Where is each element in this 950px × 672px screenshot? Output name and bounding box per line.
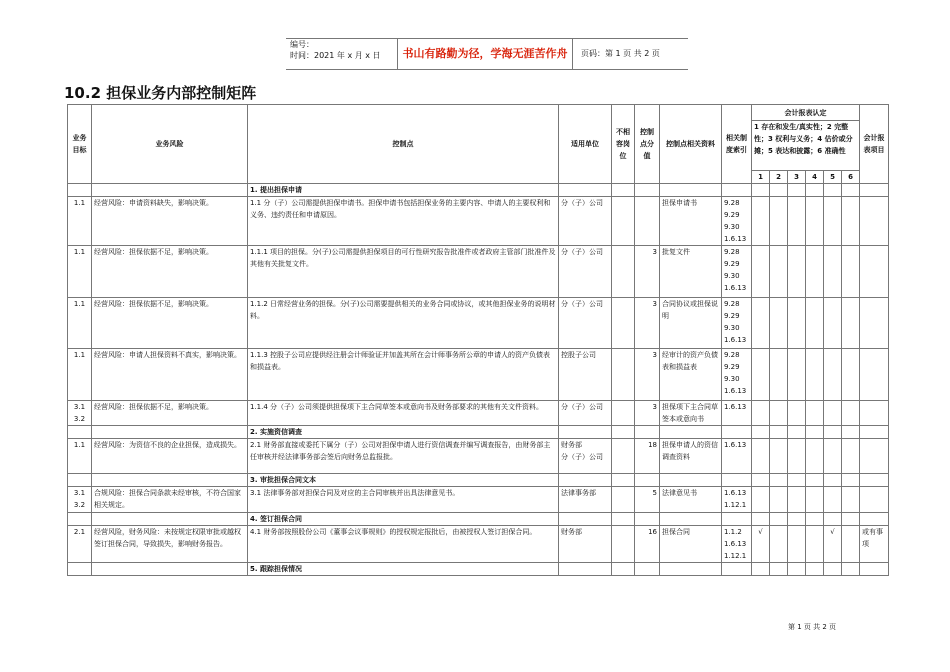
blank-cell bbox=[770, 184, 788, 197]
assertion-cell bbox=[806, 246, 824, 298]
blank-cell bbox=[660, 426, 722, 439]
assertion-cell bbox=[752, 487, 770, 513]
audit-col-number: 5 bbox=[824, 171, 842, 184]
unit-cell: 法律事务部 bbox=[559, 487, 612, 513]
blank-cell bbox=[770, 426, 788, 439]
unit-cell: 财务部 bbox=[559, 526, 612, 563]
blank-cell bbox=[752, 513, 770, 526]
control-matrix-table bbox=[67, 104, 889, 576]
assertion-cell bbox=[842, 487, 860, 513]
blank-cell bbox=[559, 563, 612, 576]
assertion-cell bbox=[824, 246, 842, 298]
table-row bbox=[68, 487, 889, 513]
assertion-cell bbox=[842, 439, 860, 474]
col-header-risk: 业务风险 bbox=[92, 105, 248, 184]
score-cell bbox=[635, 197, 660, 246]
refs-cell: 1.6.13 bbox=[722, 439, 752, 474]
page-title: 10.2 担保业务内部控制矩阵 bbox=[64, 84, 257, 102]
assertion-cell bbox=[806, 349, 824, 401]
item-cell bbox=[860, 439, 889, 474]
blank-cell bbox=[612, 474, 635, 487]
refs-cell: 9.28 9.29 9.30 1.6.13 bbox=[722, 197, 752, 246]
assertion-cell bbox=[770, 401, 788, 426]
refs-cell: 1.6.13 bbox=[722, 401, 752, 426]
blank-cell bbox=[788, 474, 806, 487]
blank-cell bbox=[635, 184, 660, 197]
col-header-incompatible: 不相容岗位 bbox=[612, 105, 635, 184]
assertion-cell bbox=[806, 526, 824, 563]
blank-cell bbox=[722, 563, 752, 576]
assertion-cell bbox=[824, 349, 842, 401]
assertion-cell bbox=[824, 439, 842, 474]
blank-cell bbox=[68, 474, 92, 487]
assertion-cell bbox=[770, 487, 788, 513]
blank-cell bbox=[68, 184, 92, 197]
incompatible-cell bbox=[612, 401, 635, 426]
item-cell bbox=[860, 197, 889, 246]
item-cell bbox=[860, 349, 889, 401]
assertion-cell bbox=[824, 298, 842, 349]
blank-cell bbox=[635, 426, 660, 439]
blank-cell bbox=[860, 426, 889, 439]
risk-cell: 经营风险：担保依据不足，影响决策。 bbox=[92, 298, 248, 349]
risk-cell: 经营风险：担保依据不足，影响决策。 bbox=[92, 401, 248, 426]
assertion-cell bbox=[752, 197, 770, 246]
blank-cell bbox=[824, 474, 842, 487]
blank-cell bbox=[824, 513, 842, 526]
table-row bbox=[68, 298, 889, 349]
audit-col-number: 6 bbox=[842, 171, 860, 184]
blank-cell bbox=[92, 563, 248, 576]
docs-cell: 法律意见书 bbox=[660, 487, 722, 513]
blank-cell bbox=[842, 513, 860, 526]
docs-cell: 批复文件 bbox=[660, 246, 722, 298]
score-cell: 3 bbox=[635, 349, 660, 401]
control-cell: 4.1 财务部按照股份公司《董事会议事规则》的授权规定报批后，由被授权人签订担保合同。 bbox=[248, 526, 559, 563]
blank-cell bbox=[842, 184, 860, 197]
blank-cell bbox=[559, 513, 612, 526]
blank-cell bbox=[842, 474, 860, 487]
score-cell: 16 bbox=[635, 526, 660, 563]
blank-cell bbox=[612, 184, 635, 197]
assertion-cell bbox=[752, 298, 770, 349]
blank-cell bbox=[612, 513, 635, 526]
blank-cell bbox=[752, 563, 770, 576]
incompatible-cell bbox=[612, 439, 635, 474]
unit-cell: 控股子公司 bbox=[559, 349, 612, 401]
blank-cell bbox=[68, 513, 92, 526]
col-header-unit: 适用单位 bbox=[559, 105, 612, 184]
item-cell bbox=[860, 487, 889, 513]
refs-cell: 9.28 9.29 9.30 1.6.13 bbox=[722, 246, 752, 298]
item-cell bbox=[860, 246, 889, 298]
assertion-cell bbox=[788, 526, 806, 563]
score-cell: 5 bbox=[635, 487, 660, 513]
incompatible-cell bbox=[612, 526, 635, 563]
assertion-cell bbox=[752, 246, 770, 298]
blank-cell bbox=[860, 184, 889, 197]
goal-cell: 1.1 bbox=[68, 197, 92, 246]
assertion-cell bbox=[788, 487, 806, 513]
unit-cell: 分（子）公司 bbox=[559, 298, 612, 349]
assertion-cell bbox=[752, 439, 770, 474]
assertion-cell bbox=[842, 197, 860, 246]
blank-cell bbox=[788, 184, 806, 197]
item-cell bbox=[860, 298, 889, 349]
blank-cell bbox=[612, 563, 635, 576]
section-heading: 5. 跟踪担保情况 bbox=[248, 563, 559, 576]
blank-cell bbox=[806, 474, 824, 487]
risk-cell: 经营风险，财务风险：未按规定权限审批或越权签订担保合同，导致损失，影响财务报告。 bbox=[92, 526, 248, 563]
section-heading: 2. 实施资信调查 bbox=[248, 426, 559, 439]
blank-cell bbox=[806, 513, 824, 526]
assertion-cell bbox=[842, 298, 860, 349]
item-cell bbox=[860, 401, 889, 426]
incompatible-cell bbox=[612, 197, 635, 246]
assertion-cell bbox=[788, 401, 806, 426]
assertion-cell bbox=[806, 401, 824, 426]
assertion-cell bbox=[770, 526, 788, 563]
assertion-cell bbox=[842, 246, 860, 298]
blank-cell bbox=[635, 563, 660, 576]
blank-cell bbox=[752, 474, 770, 487]
audit-description: 1 存在和发生/真实性；2 完整性；3 权利与义务；4 估价或分摊；5 表达和披露；6 准确性 bbox=[752, 121, 860, 171]
risk-cell: 合规风险：担保合同条款未经审核，不符合国家相关规定。 bbox=[92, 487, 248, 513]
page-header bbox=[286, 38, 688, 70]
blank-cell bbox=[860, 563, 889, 576]
blank-cell bbox=[842, 426, 860, 439]
table-row bbox=[68, 401, 889, 426]
assertion-cell bbox=[770, 298, 788, 349]
assertion-cell bbox=[770, 349, 788, 401]
incompatible-cell bbox=[612, 487, 635, 513]
audit-col-number: 1 bbox=[752, 171, 770, 184]
col-header-item: 会计报表项目 bbox=[860, 105, 889, 184]
audit-col-number: 2 bbox=[770, 171, 788, 184]
blank-cell bbox=[660, 474, 722, 487]
col-header-audit-title: 会计报表认定 bbox=[752, 105, 860, 121]
audit-col-number: 3 bbox=[788, 171, 806, 184]
blank-cell bbox=[722, 474, 752, 487]
assertion-cell bbox=[824, 197, 842, 246]
docs-cell: 担保合同 bbox=[660, 526, 722, 563]
goal-cell: 1.1 bbox=[68, 439, 92, 474]
col-header-control: 控制点 bbox=[248, 105, 559, 184]
blank-cell bbox=[92, 426, 248, 439]
blank-cell bbox=[92, 513, 248, 526]
docs-cell: 担保项下主合同草签本或意向书 bbox=[660, 401, 722, 426]
unit-cell: 分（子）公司 bbox=[559, 401, 612, 426]
risk-cell: 经营风险：申请人担保资料不真实，影响决策。 bbox=[92, 349, 248, 401]
control-cell: 1.1.2 日常经营业务的担保。分(子)公司需要提供相关的业务合同或协议，或其他担保业务的说明材料。 bbox=[248, 298, 559, 349]
blank-cell bbox=[752, 184, 770, 197]
blank-cell bbox=[806, 426, 824, 439]
score-cell: 18 bbox=[635, 439, 660, 474]
assertion-cell bbox=[842, 349, 860, 401]
refs-cell: 9.28 9.29 9.30 1.6.13 bbox=[722, 349, 752, 401]
blank-cell bbox=[770, 563, 788, 576]
control-cell: 1.1.1 项目的担保。分(子)公司需提供担保项目的可行性研究报告批准件或者政府主管部门批准件及其他有关批复文件。 bbox=[248, 246, 559, 298]
assertion-cell bbox=[788, 197, 806, 246]
score-cell: 3 bbox=[635, 401, 660, 426]
assertion-cell: √ bbox=[824, 526, 842, 563]
refs-cell: 9.28 9.29 9.30 1.6.13 bbox=[722, 298, 752, 349]
docs-cell: 担保申请书 bbox=[660, 197, 722, 246]
table-row bbox=[68, 349, 889, 401]
blank-cell bbox=[824, 563, 842, 576]
blank-cell bbox=[806, 563, 824, 576]
assertion-cell bbox=[842, 526, 860, 563]
assertion-cell bbox=[824, 401, 842, 426]
motto: 书山有路勤为径，学海无涯苦作舟 bbox=[397, 39, 573, 69]
col-header-goal: 业务目标 bbox=[68, 105, 92, 184]
blank-cell bbox=[92, 474, 248, 487]
goal-cell: 1.1 bbox=[68, 246, 92, 298]
assertion-cell bbox=[806, 439, 824, 474]
blank-cell bbox=[770, 513, 788, 526]
blank-cell bbox=[788, 513, 806, 526]
risk-cell: 经营风险：为资信不良的企业担保，造成损失。 bbox=[92, 439, 248, 474]
goal-cell: 3.1 3.2 bbox=[68, 401, 92, 426]
blank-cell bbox=[788, 426, 806, 439]
section-heading: 4. 签订担保合同 bbox=[248, 513, 559, 526]
assertion-cell bbox=[788, 298, 806, 349]
col-header-refs: 相关制度索引 bbox=[722, 105, 752, 184]
incompatible-cell bbox=[612, 246, 635, 298]
assertion-cell bbox=[770, 246, 788, 298]
time-label: 时间：2021 年 x 月 x 日 bbox=[290, 51, 381, 60]
blank-cell bbox=[722, 513, 752, 526]
incompatible-cell bbox=[612, 298, 635, 349]
blank-cell bbox=[68, 426, 92, 439]
unit-cell: 分（子）公司 bbox=[559, 197, 612, 246]
blank-cell bbox=[860, 513, 889, 526]
assertion-cell bbox=[770, 197, 788, 246]
risk-cell: 经营风险：申请资料缺失，影响决策。 bbox=[92, 197, 248, 246]
score-cell: 3 bbox=[635, 298, 660, 349]
blank-cell bbox=[660, 563, 722, 576]
blank-cell bbox=[842, 563, 860, 576]
blank-cell bbox=[722, 184, 752, 197]
docs-cell: 经审计的资产负债表和损益表 bbox=[660, 349, 722, 401]
number-label: 编号： bbox=[290, 40, 314, 49]
page-footer: 第 1 页 共 2 页 bbox=[788, 623, 837, 631]
blank-cell bbox=[752, 426, 770, 439]
table-row bbox=[68, 526, 889, 563]
unit-cell: 分（子）公司 bbox=[559, 246, 612, 298]
section-heading: 3. 审批担保合同文本 bbox=[248, 474, 559, 487]
item-cell: 或有事项 bbox=[860, 526, 889, 563]
assertion-cell bbox=[788, 246, 806, 298]
control-cell: 1.1.3 控股子公司应提供经注册会计师验证并加盖其所在会计师事务所公章的申请人的资产负债表和损益表。 bbox=[248, 349, 559, 401]
table-row bbox=[68, 197, 889, 246]
blank-cell bbox=[824, 184, 842, 197]
blank-cell bbox=[806, 184, 824, 197]
blank-cell bbox=[68, 563, 92, 576]
unit-cell: 财务部 分（子）公司 bbox=[559, 439, 612, 474]
blank-cell bbox=[635, 474, 660, 487]
assertion-cell bbox=[806, 197, 824, 246]
assertion-cell bbox=[788, 349, 806, 401]
blank-cell bbox=[559, 426, 612, 439]
header-meta bbox=[290, 39, 381, 61]
assertion-cell bbox=[806, 487, 824, 513]
section-heading-row bbox=[68, 513, 889, 526]
col-header-score: 控制点分值 bbox=[635, 105, 660, 184]
assertion-cell: √ bbox=[752, 526, 770, 563]
blank-cell bbox=[612, 426, 635, 439]
blank-cell bbox=[660, 184, 722, 197]
section-heading-row bbox=[68, 474, 889, 487]
goal-cell: 1.1 bbox=[68, 349, 92, 401]
risk-cell: 经营风险：担保依据不足，影响决策。 bbox=[92, 246, 248, 298]
goal-cell: 1.1 bbox=[68, 298, 92, 349]
blank-cell bbox=[860, 474, 889, 487]
assertion-cell bbox=[788, 439, 806, 474]
control-cell: 1.1.4 分（子）公司须提供担保项下主合同草签本或意向书及财务部要求的其他有关文件资料。 bbox=[248, 401, 559, 426]
section-heading-row bbox=[68, 563, 889, 576]
assertion-cell bbox=[824, 487, 842, 513]
table-row bbox=[68, 246, 889, 298]
blank-cell bbox=[722, 426, 752, 439]
blank-cell bbox=[788, 563, 806, 576]
docs-cell: 担保申请人的资信调查资料 bbox=[660, 439, 722, 474]
blank-cell bbox=[559, 184, 612, 197]
blank-cell bbox=[660, 513, 722, 526]
refs-cell: 1.6.13 1.12.1 bbox=[722, 487, 752, 513]
blank-cell bbox=[92, 184, 248, 197]
assertion-cell bbox=[806, 298, 824, 349]
blank-cell bbox=[559, 474, 612, 487]
assertion-cell bbox=[770, 439, 788, 474]
page-label: 页码：第 1 页 共 2 页 bbox=[581, 49, 660, 58]
blank-cell bbox=[770, 474, 788, 487]
blank-cell bbox=[635, 513, 660, 526]
docs-cell: 合同协议或担保说明 bbox=[660, 298, 722, 349]
table-row bbox=[68, 439, 889, 474]
goal-cell: 3.1 3.2 bbox=[68, 487, 92, 513]
section-heading-row bbox=[68, 184, 889, 197]
col-header-docs: 控制点相关资料 bbox=[660, 105, 722, 184]
assertion-cell bbox=[842, 401, 860, 426]
refs-cell: 1.1.2 1.6.13 1.12.1 bbox=[722, 526, 752, 563]
audit-col-number: 4 bbox=[806, 171, 824, 184]
section-heading: 1. 提出担保申请 bbox=[248, 184, 559, 197]
control-cell: 2.1 财务部直接或委托下属分（子）公司对担保申请人进行资信调查并编写调查报告，由财务部主任审核并经法律事务部会签后向财务总监报批。 bbox=[248, 439, 559, 474]
assertion-cell bbox=[752, 401, 770, 426]
blank-cell bbox=[824, 426, 842, 439]
goal-cell: 2.1 bbox=[68, 526, 92, 563]
score-cell: 3 bbox=[635, 246, 660, 298]
section-heading-row bbox=[68, 426, 889, 439]
control-cell: 3.1 法律事务部对担保合同及对应的主合同审核并出具法律意见书。 bbox=[248, 487, 559, 513]
assertion-cell bbox=[752, 349, 770, 401]
control-cell: 1.1 分（子）公司需提供担保申请书。担保申请书包括担保业务的主要内容、申请人的主要权利和义务、违约责任和申请原因。 bbox=[248, 197, 559, 246]
incompatible-cell bbox=[612, 349, 635, 401]
